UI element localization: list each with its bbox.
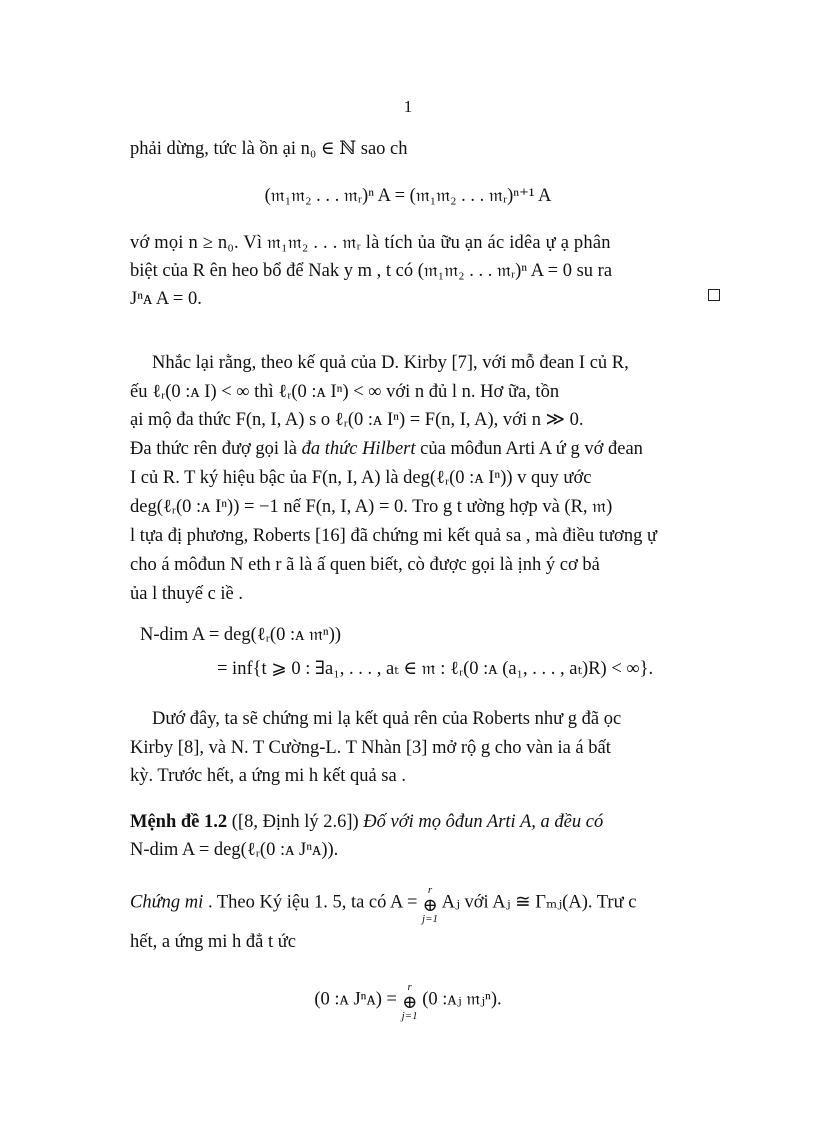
proof-line xyxy=(130,883,636,923)
proposition-ref: ([8, Định lý 2.6]) xyxy=(227,812,364,832)
text-segment: Aⱼ với Aⱼ ≅ Γₘⱼ(A). Trư c xyxy=(438,892,637,913)
text-line: phải dừng, tức là ồn ại n₀ ∈ ℕ sao ch xyxy=(130,139,408,159)
text-line: deg(ℓᵣ(0 :ᴀ Iⁿ)) = −1 nế F(n, I, A) = 0. Tro g t ường hợp và (R, 𝔪) xyxy=(130,497,613,517)
text-line: Kirby [8], và N. T Cường-L. T Nhàn [3] mở rộ g cho vàn ia á bất xyxy=(130,738,611,758)
display-equation: = inf{t ⩾ 0 : ∃a₁, . . . , aₜ ∈ 𝔪 : ℓᵣ(0 :ᴀ (a₁, . . . , aₜ)R) < ∞}. xyxy=(217,659,654,679)
text-line: Dướ đây, ta sẽ chứng mi lạ kết quả rên của Roberts như g đã ọc xyxy=(152,709,622,729)
display-equation xyxy=(0,980,816,1020)
text-line: biệt của R ên heo bổ để Nak y m , t có (𝔪₁𝔪₂ . . . 𝔪ᵣ)ⁿ A = 0 su ra xyxy=(130,261,613,281)
text-segment: của môđun Arti A ứ g vớ đean xyxy=(415,439,643,459)
text-line: ếu ℓᵣ(0 :ᴀ I) < ∞ thì ℓᵣ(0 :ᴀ Iⁿ) < ∞ với n đủ l n. Hơ ữa, tồn xyxy=(130,382,560,402)
text-line: ủa l thuyế c iề . xyxy=(130,584,244,604)
proposition-heading xyxy=(130,810,603,834)
text-line: l tựa đị phương, Roberts [16] đã chứng mi kết quả sa , mà điều tương ự xyxy=(130,526,657,546)
page-number: 1 xyxy=(403,97,413,116)
qed-square-icon xyxy=(708,289,720,301)
text-line: hết, a ứng mi h đẳ t ức xyxy=(130,932,296,952)
text-segment: (0 :ᴀ Jⁿᴀ) = xyxy=(314,989,402,1010)
text-line: Jⁿᴀ A = 0. xyxy=(130,289,202,309)
proposition-text: Đố với mọ ôđun Arti A, a đều có xyxy=(363,812,604,832)
text-line: I củ R. T ký hiệu bậc ủa F(n, I, A) là deg(ℓᵣ(0 :ᴀ Iⁿ)) v quy ước xyxy=(130,468,592,488)
text-line: cho á môđun N eth r ã là ấ quen biết, cò được gọi là ịnh ý cơ bả xyxy=(130,555,600,575)
text-line: ại mộ đa thức F(n, I, A) s o ℓᵣ(0 :ᴀ Iⁿ) = F(n, I, A), với n ≫ 0. xyxy=(130,410,584,430)
proposition-equation: N-dim A = deg(ℓᵣ(0 :ᴀ Jⁿᴀ)). xyxy=(130,840,339,860)
proof-label: Chứng mi xyxy=(130,892,204,913)
text-line xyxy=(130,437,643,461)
emphasis-term: đa thức Hilbert xyxy=(301,439,416,459)
text-line: vớ mọi n ≥ n₀. Vì 𝔪₁𝔪₂ . . . 𝔪ᵣ là tích ủa ữu ạn ác idêa ự ạ phân xyxy=(130,233,611,253)
text-line: Nhắc lại rằng, theo kế quả của D. Kirby [7], với mỗ đean I củ R, xyxy=(152,353,629,373)
direct-sum-symbol: r ⊕ j=1 xyxy=(401,981,418,1022)
text-segment: . Theo Ký iệu 1. 5, ta có A = xyxy=(203,892,423,913)
text-line: kỳ. Trước hết, a ứng mi h kết quả sa . xyxy=(130,766,406,786)
display-equation: N-dim A = deg(ℓᵣ(0 :ᴀ 𝔪ⁿ)) xyxy=(140,625,342,645)
direct-sum-symbol: r ⊕ j=1 xyxy=(422,884,438,925)
proposition-label: Mệnh đề 1.2 xyxy=(130,812,228,832)
text-segment: (0 :ᴀⱼ 𝔪ⱼⁿ). xyxy=(417,989,502,1010)
text-segment: Đa thức rên đượ gọi là xyxy=(130,439,302,459)
display-equation: (𝔪₁𝔪₂ . . . 𝔪ᵣ)ⁿ A = (𝔪₁𝔪₂ . . . 𝔪ᵣ)ⁿ⁺¹ A xyxy=(264,186,552,206)
